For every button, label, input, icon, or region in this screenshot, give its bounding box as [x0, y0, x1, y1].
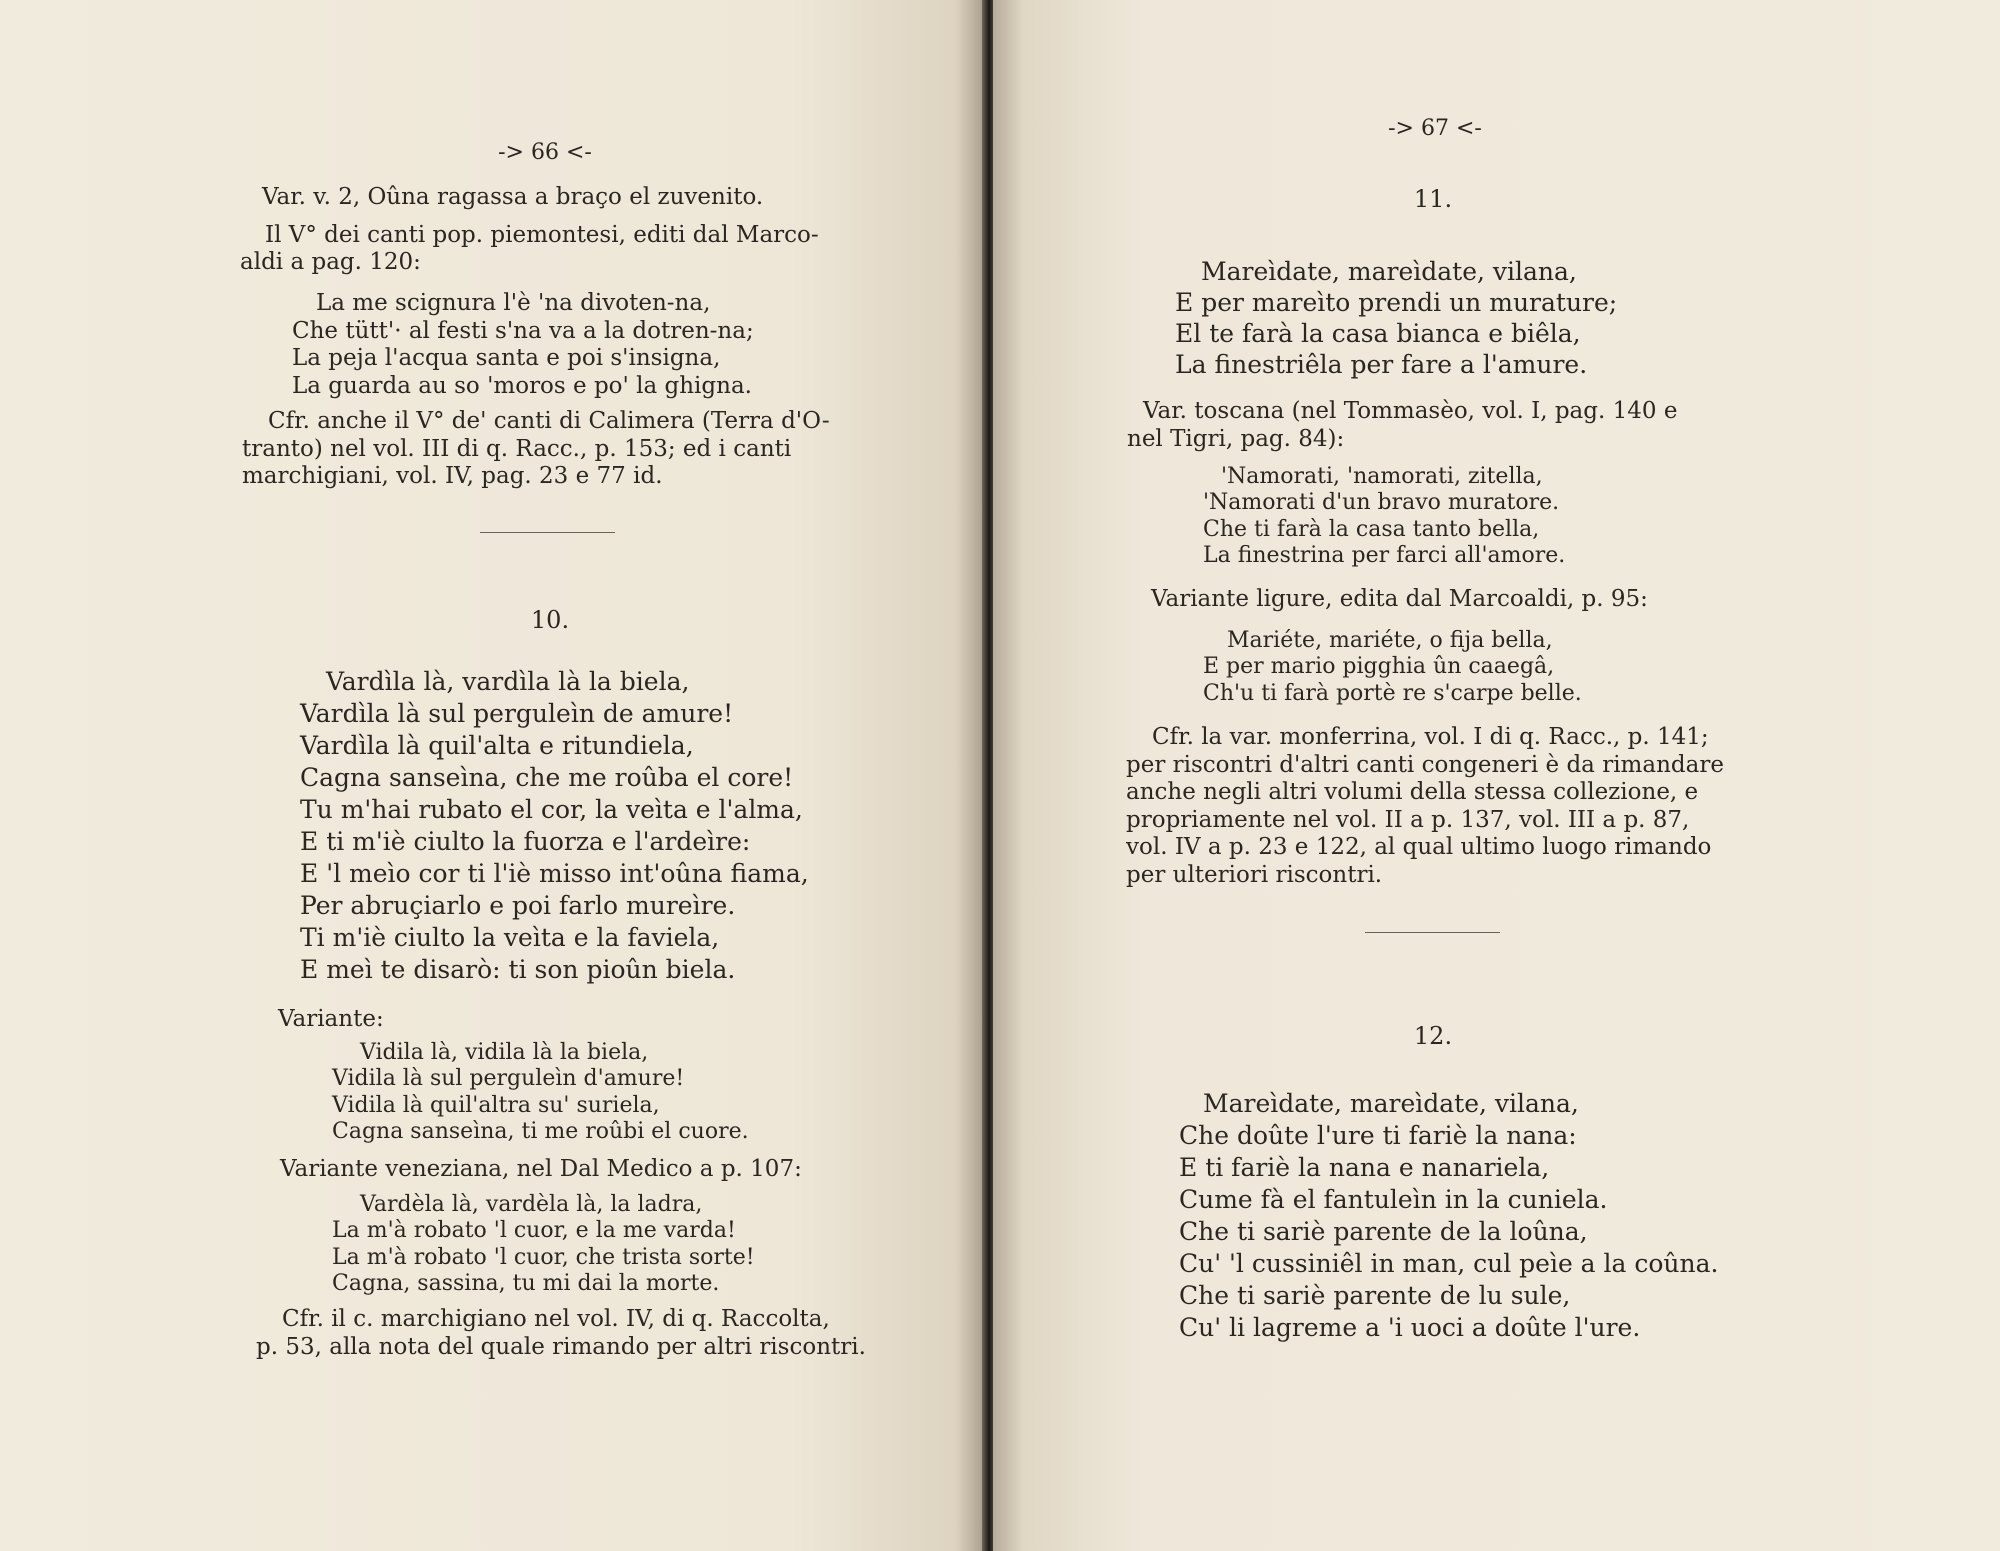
verse-line: Vardìla là sul perguleìn de amure!	[300, 699, 734, 728]
text-line: tranto) nel vol. III di q. Racc., p. 153; ed i canti	[242, 435, 792, 462]
variante-ligure-label: Variante ligure, edita dal Marcoaldi, p. 95:	[1151, 586, 1648, 612]
verse-line: Vardìla là, vardìla là la biela,	[326, 667, 690, 696]
section-number-12: 12.	[1413, 1022, 1453, 1050]
var-toscana-label	[1127, 398, 1677, 453]
verse-line: Cagna sanseìna, ti me roûbi el cuore.	[332, 1119, 749, 1145]
text-line: Var. toscana (nel Tommasèo, vol. I, pag. 140 e	[1143, 398, 1678, 424]
section-divider	[480, 532, 615, 533]
verse-line: E 'l meìo cor ti l'iè misso int'oûna fiama,	[300, 859, 809, 888]
verse-line: Vidila là sul perguleìn d'amure!	[332, 1066, 685, 1092]
cfr-note-2	[256, 1306, 866, 1361]
verse-line: Cagna, sassina, tu mi dai la morte.	[332, 1271, 720, 1297]
verse-line: E per mario pigghia ûn caaegâ,	[1203, 654, 1555, 680]
verse-line: E ti m'iè ciulto la fuorza e l'ardeìre:	[300, 827, 751, 856]
cfr-note-1	[242, 408, 830, 491]
verse-line: La peja l'acqua santa e poi s'insigna,	[292, 345, 721, 372]
verse-line: Che ti farà la casa tanto bella,	[1203, 516, 1540, 542]
verse-line: Vardèla là, vardèla là, la ladra,	[360, 1192, 703, 1217]
verse-line: Ch'u ti farà portè re s'carpe belle.	[1203, 680, 1582, 706]
variante-verse	[332, 1040, 749, 1146]
left-page-number	[470, 140, 620, 165]
verse-line: Mareìdate, mareìdate, vilana,	[1201, 257, 1577, 286]
verse-line: Ti m'iè ciulto la veìta e la faviela,	[300, 923, 720, 952]
verse-11	[1175, 256, 1617, 380]
verse-12	[1179, 1088, 1719, 1344]
verse-line: La m'à robato 'l cuor, che trista sorte!	[332, 1244, 755, 1270]
left-page	[0, 0, 985, 1551]
verse-line: La m'à robato 'l cuor, e la me varda!	[332, 1218, 736, 1244]
ligure-verse	[1203, 628, 1582, 707]
verse-line: La finestrina per farci all'amore.	[1203, 543, 1566, 569]
verse-line: El te farà la casa bianca e biêla,	[1175, 319, 1581, 348]
page-ornament-right: <-	[566, 140, 592, 165]
text-line: Il V° dei canti pop. piemontesi, editi dal Marco-	[265, 221, 819, 248]
page-ornament-left: ->	[1388, 116, 1414, 141]
verse-line: Cume fà el fantuleìn in la cuniela.	[1179, 1185, 1608, 1214]
verse-line: Mariéte, mariéte, o fija bella,	[1227, 628, 1553, 653]
text-line: Cfr. anche il V° de' canti di Calimera (Terra d'O-	[268, 408, 830, 434]
cfr-note-3	[1126, 724, 1724, 890]
section-number-10: 10.	[530, 606, 570, 634]
text-line: anche negli altri volumi della stessa collezione, e	[1126, 779, 1699, 806]
text-line: propriamente nel vol. II a p. 137, vol. III a p. 87,	[1126, 806, 1690, 833]
text-line: vol. IV a p. 23 e 122, al qual ultimo luogo rimando	[1126, 834, 1712, 861]
verse-line: La guarda au so 'moros e po' la ghigna.	[292, 372, 752, 399]
text-line: nel Tigri, pag. 84):	[1127, 425, 1345, 452]
verse-line: La finestriêla per fare a l'amure.	[1175, 350, 1588, 379]
intro-text	[240, 184, 819, 277]
section-number-11: 11.	[1413, 185, 1453, 213]
verse-line: Vidila là, vidila là la biela,	[360, 1040, 649, 1065]
right-page	[993, 0, 2000, 1551]
verse-line: Cu' li lagreme a 'i uoci a doûte l'ure.	[1179, 1313, 1641, 1342]
toscana-verse	[1203, 464, 1565, 570]
text-line: per riscontri d'altri canti congeneri è da rimandare	[1126, 751, 1724, 778]
verse-line: La me scignura l'è 'na divoten-na,	[316, 290, 711, 316]
variante-veneziana-label: Variante veneziana, nel Dal Medico a p. 107:	[280, 1156, 802, 1182]
verse-line: E meì te disarò: ti son pioûn biela.	[300, 955, 736, 984]
verse-line: E per mareìto prendi un murature;	[1175, 288, 1618, 317]
text-line: marchigiani, vol. IV, pag. 23 e 77 id.	[242, 463, 663, 490]
right-page-number	[1360, 116, 1510, 141]
verse-line: Cagna sanseìna, che me roûba el core!	[300, 763, 794, 792]
verse-line: Che doûte l'ure ti fariè la nana:	[1179, 1121, 1577, 1150]
verse-line: E ti fariè la nana e nanariela,	[1179, 1153, 1550, 1182]
verse-line: Cu' 'l cussiniêl in man, cul peìe a la coûna.	[1179, 1249, 1719, 1278]
text-line: per ulteriori riscontri.	[1126, 861, 1383, 888]
verse-line: Che ti sariè parente de lu sule,	[1179, 1281, 1571, 1310]
page-ornament-left: ->	[498, 140, 524, 165]
text-line: Var. v. 2, Oûna ragassa a braço el zuvenito.	[262, 184, 764, 210]
verse-line: Mareìdate, mareìdate, vilana,	[1203, 1089, 1579, 1118]
veneziana-verse	[332, 1192, 755, 1298]
verse-line: Tu m'hai rubato el cor, la veìta e l'alma,	[300, 795, 803, 824]
verse-line: Che tütt'· al festi s'na va a la dotren-na;	[292, 317, 754, 344]
verse-line: 'Namorati d'un bravo muratore.	[1203, 490, 1560, 516]
page-number: 66	[531, 140, 559, 165]
verse-piemontese	[292, 290, 754, 400]
verse-line: Vardìla là quil'alta e ritundiela,	[300, 731, 694, 760]
verse-line: 'Namorati, 'namorati, zitella,	[1221, 464, 1543, 489]
verse-line: Vidila là quil'altra su' suriela,	[332, 1092, 660, 1118]
text-line: Cfr. il c. marchigiano nel vol. IV, di q. Raccolta,	[282, 1306, 830, 1332]
verse-line: Che ti sariè parente de la loûna,	[1179, 1217, 1588, 1246]
main-verse	[300, 666, 809, 986]
text-line: p. 53, alla nota del quale rimando per altri riscontri.	[256, 1333, 866, 1360]
page-number: 67	[1421, 116, 1449, 141]
verse-line: Per abruçiarlo e poi farlo mureìre.	[300, 891, 736, 920]
variante-label: Variante:	[278, 1006, 384, 1032]
text-line: Cfr. la var. monferrina, vol. I di q. Racc., p. 141;	[1152, 724, 1709, 750]
page-ornament-right: <-	[1456, 116, 1482, 141]
section-divider	[1365, 932, 1500, 933]
text-line: aldi a pag. 120:	[240, 249, 421, 276]
